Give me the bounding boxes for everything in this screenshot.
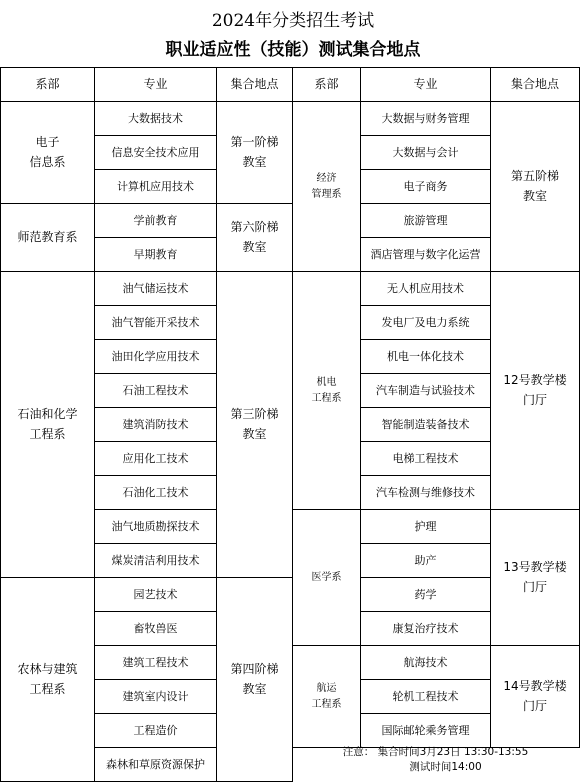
location-cell <box>491 102 580 272</box>
major-cell: 大数据与会计 <box>361 136 491 170</box>
major-cell: 计算机应用技术 <box>95 170 217 204</box>
major-cell: 汽车检测与维修技术 <box>361 476 491 510</box>
major-cell: 航海技术 <box>361 646 491 680</box>
major-cell: 汽车制造与试验技术 <box>361 374 491 408</box>
location-line: 第六阶梯 <box>230 220 279 235</box>
location-line: 12号教学楼 <box>503 373 567 388</box>
major-cell: 畜牧兽医 <box>95 612 217 646</box>
location-cell <box>217 102 293 204</box>
note-test-time: 测试时间14:00 <box>409 761 482 773</box>
major-cell: 电梯工程技术 <box>361 442 491 476</box>
dept-line: 机电 <box>316 376 337 388</box>
dept-cell <box>1 272 95 578</box>
table-row <box>1 272 293 306</box>
major-cell: 园艺技术 <box>95 578 217 612</box>
major-cell: 早期教育 <box>95 238 217 272</box>
major-cell: 大数据与财务管理 <box>361 102 491 136</box>
major-cell: 机电一体化技术 <box>361 340 491 374</box>
major-cell: 煤炭清洁利用技术 <box>95 544 217 578</box>
header-dept: 系部 <box>1 68 95 102</box>
major-cell: 轮机工程技术 <box>361 680 491 714</box>
dept-line: 石油和化学 <box>17 407 78 422</box>
major-cell: 森林和草原资源保护 <box>95 748 217 782</box>
table-row <box>1 102 293 136</box>
location-line: 第四阶梯 <box>230 662 279 677</box>
location-cell <box>217 272 293 578</box>
major-cell: 油气智能开采技术 <box>95 306 217 340</box>
dept-cell <box>1 102 95 204</box>
major-cell: 信息安全技术应用 <box>95 136 217 170</box>
dept-cell <box>293 102 361 272</box>
dept-line: 医学系 <box>311 571 342 583</box>
location-line: 13号教学楼 <box>503 560 567 575</box>
header-row <box>293 68 580 102</box>
location-cell <box>491 272 580 510</box>
major-cell: 工程造价 <box>95 714 217 748</box>
left-schedule-table <box>0 67 293 782</box>
location-line: 14号教学楼 <box>503 679 567 694</box>
location-line: 教室 <box>242 239 267 254</box>
major-cell: 无人机应用技术 <box>361 272 491 306</box>
major-cell: 旅游管理 <box>361 204 491 238</box>
location-line: 第三阶梯 <box>230 407 279 422</box>
table-row <box>1 578 293 612</box>
note <box>293 745 578 775</box>
dept-cell <box>293 272 361 510</box>
major-cell: 智能制造装备技术 <box>361 408 491 442</box>
table-row <box>293 272 580 306</box>
header-dept: 系部 <box>293 68 361 102</box>
major-cell: 油气地质勘探技术 <box>95 510 217 544</box>
table-row <box>293 646 580 680</box>
major-cell: 建筑室内设计 <box>95 680 217 714</box>
location-line: 教室 <box>242 681 267 696</box>
major-cell: 护理 <box>361 510 491 544</box>
title-line-2: 职业适应性（技能）测试集合地点 <box>165 40 421 60</box>
dept-line: 管理系 <box>311 188 342 200</box>
location-line: 教室 <box>242 154 267 169</box>
title-line-1: 2024年分类招生考试 <box>211 11 375 31</box>
major-cell: 油田化学应用技术 <box>95 340 217 374</box>
location-line: 门厅 <box>522 698 547 713</box>
dept-cell <box>293 510 361 646</box>
major-cell: 康复治疗技术 <box>361 612 491 646</box>
table-row <box>1 204 293 238</box>
table-row <box>293 510 580 544</box>
major-cell: 建筑消防技术 <box>95 408 217 442</box>
dept-line: 工程系 <box>29 681 66 696</box>
major-cell: 石油工程技术 <box>95 374 217 408</box>
major-cell: 油气储运技术 <box>95 272 217 306</box>
dept-line: 电子 <box>35 135 60 150</box>
major-cell: 酒店管理与数字化运营 <box>361 238 491 272</box>
dept-cell <box>1 578 95 782</box>
dept-line: 航运 <box>316 682 337 694</box>
major-cell: 大数据技术 <box>95 102 217 136</box>
major-cell: 应用化工技术 <box>95 442 217 476</box>
location-cell <box>217 578 293 782</box>
dept-cell <box>293 646 361 748</box>
major-cell: 药学 <box>361 578 491 612</box>
location-line: 教室 <box>522 188 547 203</box>
dept-line: 工程系 <box>311 698 342 710</box>
location-line: 教室 <box>242 426 267 441</box>
major-cell: 学前教育 <box>95 204 217 238</box>
location-cell <box>491 646 580 748</box>
table-row <box>293 102 580 136</box>
dept-line: 经济 <box>316 172 337 184</box>
dept-line: 师范教育系 <box>17 229 78 244</box>
location-cell <box>217 204 293 272</box>
location-line: 门厅 <box>522 579 547 594</box>
dept-line: 工程系 <box>311 392 342 404</box>
dept-cell <box>1 204 95 272</box>
header-major: 专业 <box>95 68 217 102</box>
major-cell: 国际邮轮乘务管理 <box>361 714 491 748</box>
major-cell: 石油化工技术 <box>95 476 217 510</box>
header-location: 集合地点 <box>491 68 580 102</box>
major-cell: 电子商务 <box>361 170 491 204</box>
dept-line: 工程系 <box>29 426 66 441</box>
dept-line: 信息系 <box>29 154 66 169</box>
note-assembly-time: 注意： 集合时间3月23日 13:30-13:55 <box>342 746 529 758</box>
location-cell <box>491 510 580 646</box>
major-cell: 建筑工程技术 <box>95 646 217 680</box>
major-cell: 助产 <box>361 544 491 578</box>
location-line: 第一阶梯 <box>230 135 279 150</box>
header-row <box>1 68 293 102</box>
major-cell: 发电厂及电力系统 <box>361 306 491 340</box>
dept-line: 农林与建筑 <box>17 662 78 677</box>
header-major: 专业 <box>361 68 491 102</box>
right-schedule-table <box>292 67 580 748</box>
location-line: 门厅 <box>522 392 547 407</box>
location-line: 第五阶梯 <box>510 169 559 184</box>
header-location: 集合地点 <box>217 68 293 102</box>
